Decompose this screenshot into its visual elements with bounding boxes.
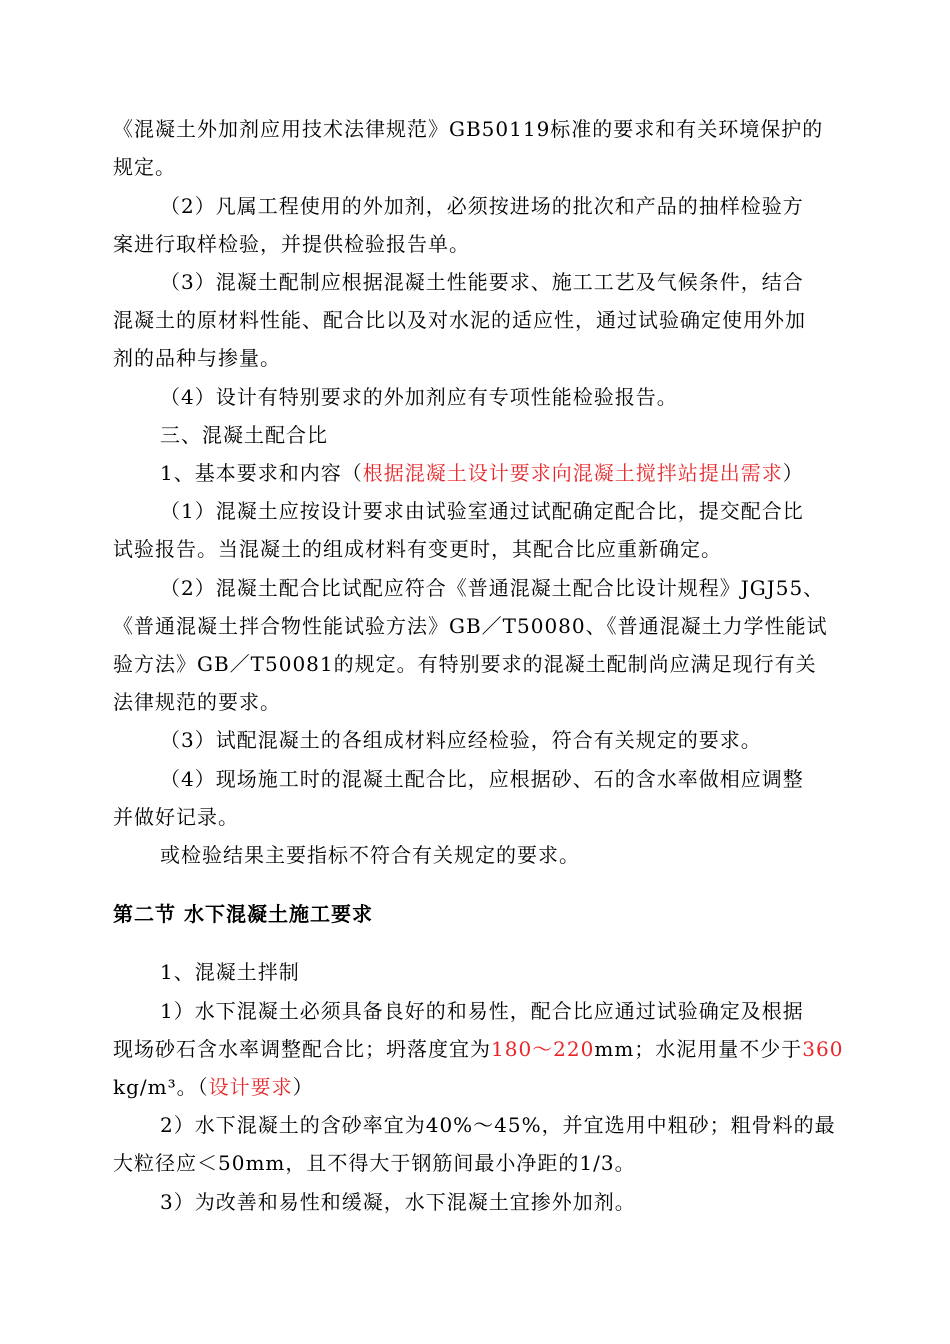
- paragraph-line: 或检验结果主要指标不符合有关规定的要求。: [160, 843, 580, 867]
- paragraph-line: 3）为改善和易性和缓凝，水下混凝土宜掺外加剂。: [160, 1190, 636, 1214]
- paragraph-line: 法律规范的要求。: [113, 690, 281, 714]
- paragraph-line: 1、混凝土拌制: [160, 960, 300, 984]
- paragraph-line: 验方法》GB／T50081的规定。有特别要求的混凝土配制尚应满足现行有关: [113, 652, 817, 676]
- slump-prefix: 现场砂石含水率调整配合比；坍落度宜为: [113, 1037, 491, 1061]
- paragraph-line: 混凝土的原材料性能、配合比以及对水泥的适应性，通过试验确定使用外加: [113, 308, 806, 332]
- subsection-title: 三、混凝土配合比: [160, 423, 328, 447]
- unit-suffix: ）: [292, 1075, 314, 1099]
- paragraph-line: 2）水下混凝土的含砂率宜为40%～45%，并宜选用中粗砂；粗骨料的最: [160, 1113, 836, 1137]
- paragraph-line: （3）试配混凝土的各组成材料应经检验，符合有关规定的要求。: [160, 728, 762, 752]
- paragraph-line: 剂的品种与掺量。: [113, 346, 281, 370]
- paragraph-line-unit: [113, 1072, 853, 1102]
- paragraph-line: （3）混凝土配制应根据混凝土性能要求、施工工艺及气候条件，结合: [160, 270, 804, 294]
- paragraph-line: （2）凡属工程使用的外加剂，必须按进场的批次和产品的抽样检验方: [160, 194, 804, 218]
- paragraph-line: （1）混凝土应按设计要求由试验室通过试配确定配合比，提交配合比: [160, 499, 804, 523]
- paragraph-line: 案进行取样检验，并提供检验报告单。: [113, 232, 470, 256]
- paragraph-line: 1）水下混凝土必须具备良好的和易性，配合比应通过试验确定及根据: [160, 999, 804, 1023]
- unit-prefix: kg/m³。（: [113, 1075, 209, 1099]
- paragraph-line: （2）混凝土配合比试配应符合《普通混凝土配合比设计规程》JGJ55、: [160, 576, 825, 600]
- paragraph-line: 并做好记录。: [113, 805, 239, 829]
- paragraph-line: 试验报告。当混凝土的组成材料有变更时，其配合比应重新确定。: [113, 537, 722, 561]
- basic-note-red: 根据混凝土设计要求向混凝土搅拌站提出需求: [362, 461, 783, 485]
- basic-prefix: 1、基本要求和内容（: [160, 461, 363, 485]
- paragraph-line-slump: [113, 1034, 853, 1064]
- slump-range-red: 180～220: [491, 1037, 595, 1061]
- paragraph-line: （4）现场施工时的混凝土配合比，应根据砂、石的含水率做相应调整: [160, 767, 804, 791]
- slump-mid: mm；水泥用量不少于: [594, 1037, 803, 1061]
- paragraph-line: （4）设计有特别要求的外加剂应有专项性能检验报告。: [160, 385, 678, 409]
- paragraph-line: 《混凝土外加剂应用技术法律规范》GB50119标准的要求和有关环境保护的: [113, 117, 824, 141]
- paragraph-line-basic: [160, 458, 900, 488]
- basic-suffix: ）: [782, 461, 804, 485]
- paragraph-line: 规定。: [113, 155, 176, 179]
- design-note-red: 设计要求: [208, 1075, 293, 1099]
- paragraph-line: 《普通混凝土拌合物性能试验方法》GB／T50080、《普通混凝土力学性能试: [113, 614, 828, 638]
- cement-amount-red: 360: [802, 1037, 844, 1061]
- paragraph-line: 大粒径应＜50mm，且不得大于钢筋间最小净距的1/3。: [113, 1151, 636, 1175]
- section-heading: 第二节 水下混凝土施工要求: [113, 902, 373, 926]
